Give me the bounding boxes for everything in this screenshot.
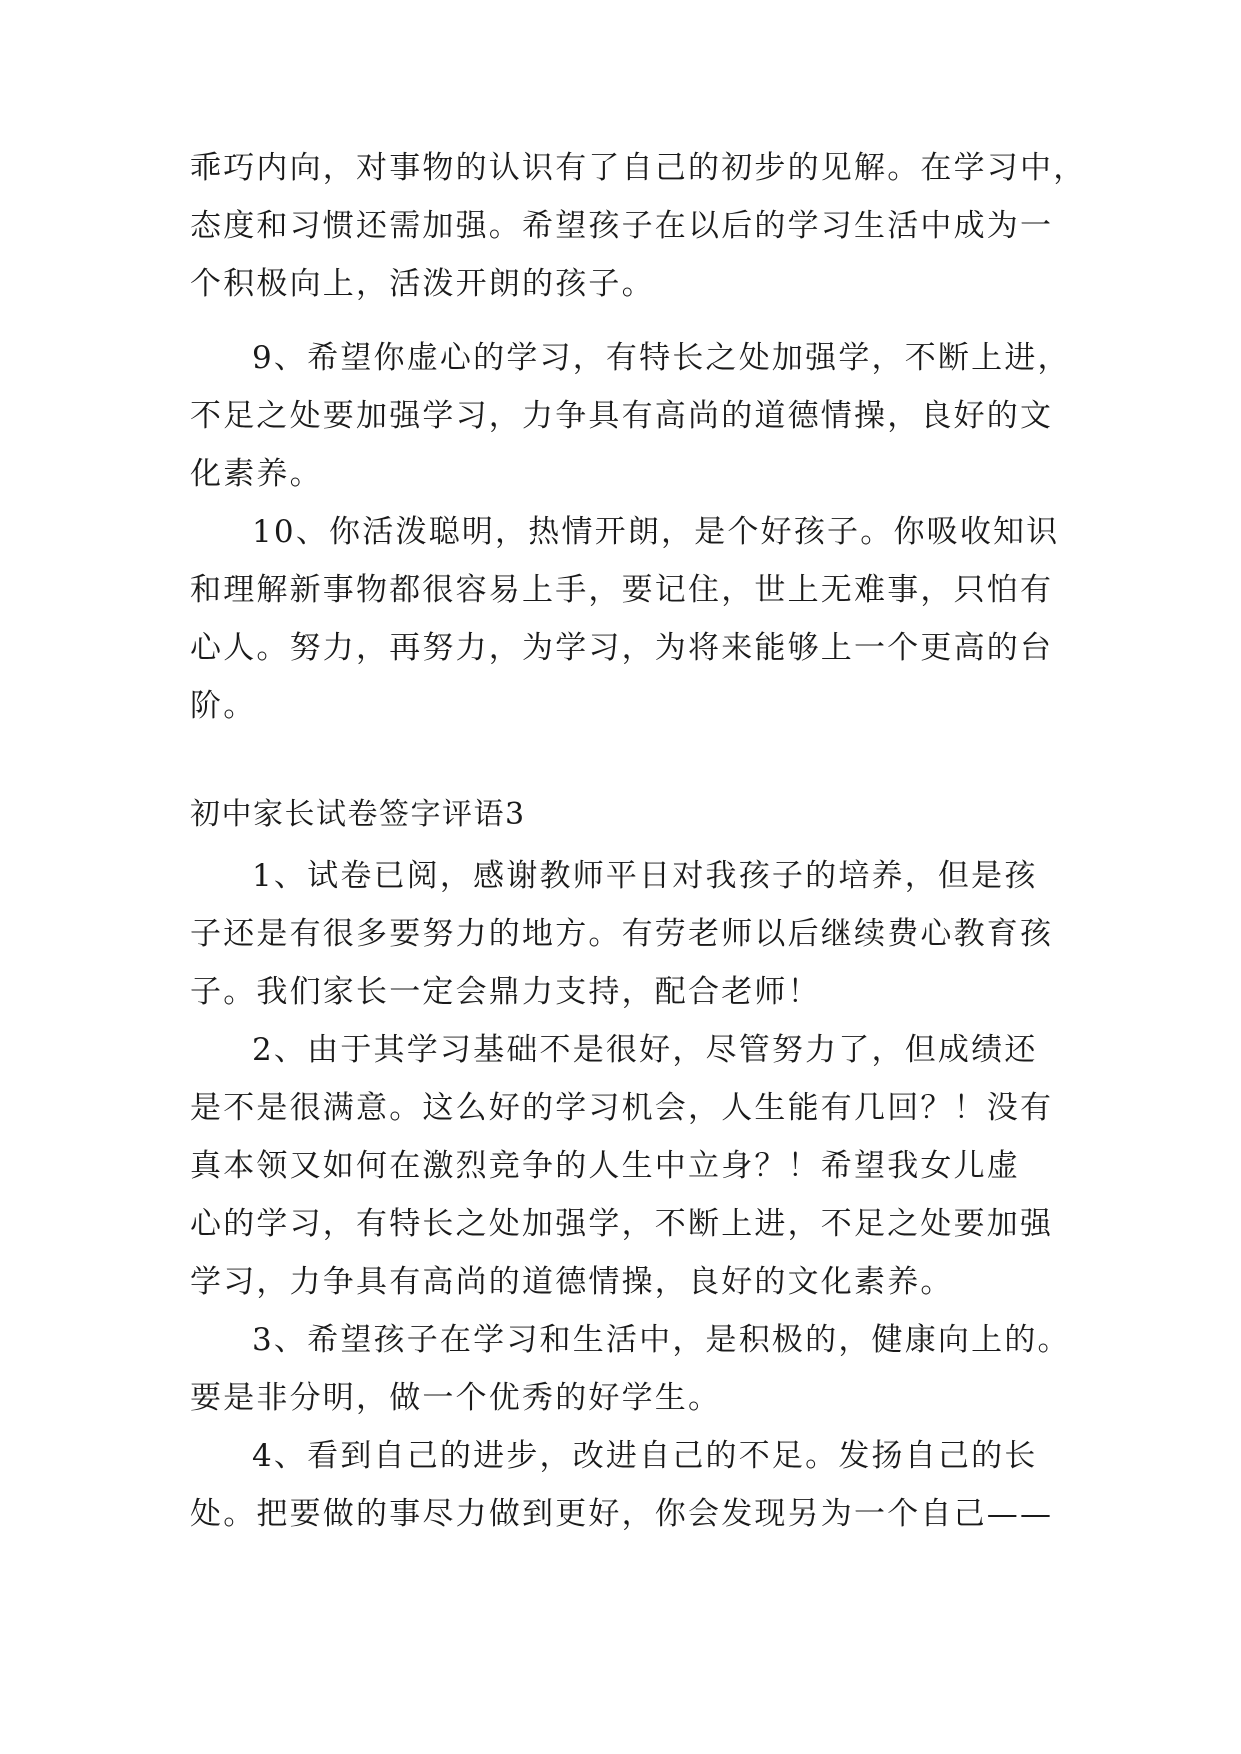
paragraph-s3-item-1 xyxy=(190,847,1060,1021)
text-line: 3、希望孩子在学习和生活中，是积极的，健康向上的。 xyxy=(252,1322,1071,1358)
section-heading: 初中家长试卷签字评语3 xyxy=(190,797,526,832)
text-line: 9、希望你虚心的学习，有特长之处加强学，不断上进， xyxy=(252,340,1071,376)
text-line: 心人。努力，再努力，为学习，为将来能够上一个更高的台 xyxy=(190,630,1054,666)
text-line: 要是非分明，做一个优秀的好学生。 xyxy=(190,1380,722,1416)
text-line: 子。我们家长一定会鼎力支持，配合老师！ xyxy=(190,974,821,1010)
text-line: 是不是很满意。这么好的学习机会，人生能有几回？！没有 xyxy=(190,1090,1054,1126)
text-line: 1、试卷已阅，感谢教师平日对我孩子的培养，但是孩 xyxy=(252,858,1038,894)
paragraph-s3-item-4 xyxy=(190,1427,1060,1543)
text-line: 心的学习，有特长之处加强学，不断上进，不足之处要加强 xyxy=(190,1206,1054,1242)
text-line: 态度和习惯还需加强。希望孩子在以后的学习生活中成为一 xyxy=(190,208,1054,244)
text-line: 子还是有很多要努力的地方。有劳老师以后继续费心教育孩 xyxy=(190,916,1054,952)
text-line: 10、你活泼聪明，热情开朗，是个好孩子。你吸收知识 xyxy=(252,514,1060,550)
text-line: 个积极向上，活泼开朗的孩子。 xyxy=(190,266,655,302)
text-line: 学习，力争具有高尚的道德情操，良好的文化素养。 xyxy=(190,1264,954,1300)
text-line: 真本领又如何在激烈竞争的人生中立身？！希望我女儿虚 xyxy=(190,1148,1020,1184)
text-line: 不足之处要加强学习，力争具有高尚的道德情操，良好的文 xyxy=(190,398,1054,434)
text-line: 化素养。 xyxy=(190,456,323,492)
text-line: 处。把要做的事尽力做到更好，你会发现另为一个自己—— xyxy=(190,1496,1054,1532)
paragraph-s3-item-3 xyxy=(190,1311,1071,1427)
section-heading-3 xyxy=(190,786,1060,844)
text-line: 和理解新事物都很容易上手，要记住，世上无难事，只怕有 xyxy=(190,572,1054,608)
paragraph-s3-item-2 xyxy=(190,1021,1060,1311)
text-line: 乖巧内向，对事物的认识有了自己的初步的见解。在学习中， xyxy=(190,150,1087,186)
text-line: 2、由于其学习基础不是很好，尽管努力了，但成绩还 xyxy=(252,1032,1038,1068)
paragraph-item-10 xyxy=(190,503,1060,735)
paragraph-continued xyxy=(190,139,1087,313)
text-line: 4、看到自己的进步，改进自己的不足。发扬自己的长 xyxy=(252,1438,1038,1474)
text-line: 阶。 xyxy=(190,688,257,724)
paragraph-item-9 xyxy=(190,329,1071,503)
